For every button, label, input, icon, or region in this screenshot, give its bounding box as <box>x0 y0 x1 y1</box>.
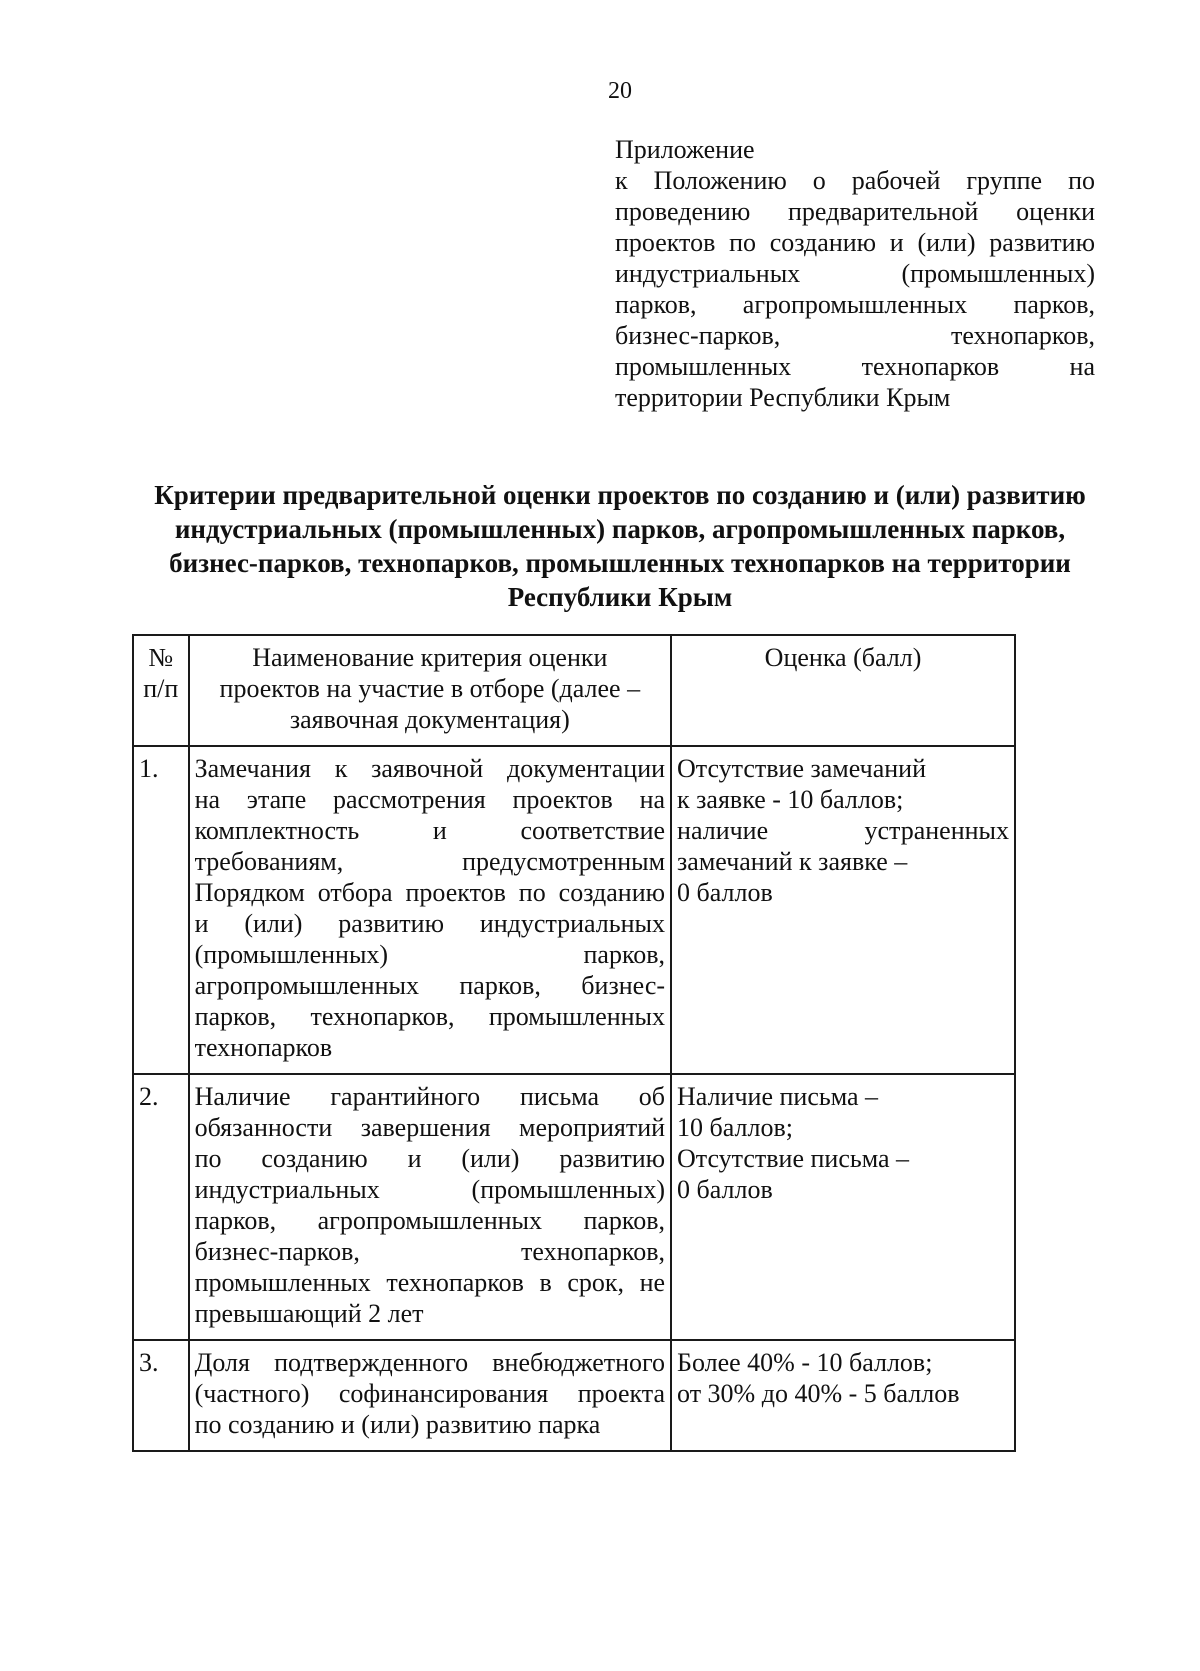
criterion-cell <box>189 746 671 1074</box>
appendix-line: проектов по созданию и (или) развитию <box>615 228 1095 257</box>
criterion-line: Доля подтвержденного внебюджетного <box>194 1348 666 1377</box>
document-title <box>130 478 1110 614</box>
header-number <box>133 635 189 746</box>
header-name-line: проектов на участие в отборе (далее – <box>219 674 641 703</box>
row-number: 3. <box>133 1340 189 1451</box>
criterion-line: Наличие гарантийного письма об <box>194 1082 666 1111</box>
criterion-line: превышающий 2 лет <box>194 1299 424 1328</box>
criterion-line: парков, технопарков, промышленных <box>194 1002 666 1031</box>
criteria-table <box>132 634 1016 1452</box>
appendix-line: к Положению о рабочей группе по <box>615 166 1095 195</box>
row-number: 1. <box>133 746 189 1074</box>
criterion-line: (частного) софинансирования проекта <box>194 1379 666 1408</box>
score-cell <box>671 1340 1015 1451</box>
score-line: Наличие письма – <box>677 1082 879 1111</box>
table-row <box>133 746 1015 1074</box>
title-line: бизнес-парков, технопарков, промышленных технопарков на территории <box>169 548 1071 578</box>
appendix-note <box>615 134 1095 413</box>
title-line: Критерии предварительной оценки проектов по созданию и (или) развитию <box>154 480 1086 510</box>
score-line: Отсутствие замечаний <box>677 754 927 783</box>
score-cell <box>671 1074 1015 1340</box>
table-row <box>133 1340 1015 1451</box>
appendix-line: бизнес-парков, технопарков, <box>615 321 1095 350</box>
criterion-line: обязанности завершения мероприятий <box>194 1113 666 1142</box>
appendix-line: индустриальных (промышленных) <box>615 259 1095 288</box>
criterion-line: технопарков <box>194 1033 333 1062</box>
score-line: замечаний к заявке – <box>677 847 908 876</box>
table-row <box>133 1074 1015 1340</box>
appendix-line: парков, агропромышленных парков, <box>615 290 1095 319</box>
table-header-row <box>133 635 1015 746</box>
score-line: от 30% до 40% - 5 баллов <box>677 1379 960 1408</box>
header-name-line: заявочная документация) <box>289 705 570 734</box>
page-number: 20 <box>608 78 632 104</box>
criterion-line: по созданию и (или) развитию <box>194 1144 666 1173</box>
criterion-line: Замечания к заявочной документации <box>194 754 666 783</box>
header-score: Оценка (балл) <box>671 635 1015 746</box>
score-line: 0 баллов <box>677 878 773 907</box>
appendix-line: Приложение <box>615 135 755 164</box>
criterion-line: бизнес-парков, технопарков, <box>194 1237 666 1266</box>
score-line: наличие устраненных <box>677 816 1009 845</box>
criterion-line: по созданию и (или) развитию парка <box>194 1410 601 1439</box>
criterion-line: промышленных технопарков в срок, не <box>194 1268 666 1297</box>
score-line: к заявке - 10 баллов; <box>677 785 904 814</box>
title-line: индустриальных (промышленных) парков, агропромышленных парков, <box>174 514 1066 544</box>
appendix-line: проведению предварительной оценки <box>615 197 1095 226</box>
score-line: 0 баллов <box>677 1175 773 1204</box>
score-cell <box>671 746 1015 1074</box>
score-line: Более 40% - 10 баллов; <box>677 1348 933 1377</box>
criterion-line: (промышленных) парков, <box>194 940 666 969</box>
appendix-line: промышленных технопарков на <box>615 352 1095 381</box>
appendix-line: территории Республики Крым <box>615 383 951 412</box>
criterion-line: комплектность и соответствие <box>194 816 666 845</box>
criterion-cell <box>189 1074 671 1340</box>
title-line: Республики Крым <box>507 582 733 612</box>
criterion-line: Порядком отбора проектов по созданию <box>194 878 666 907</box>
header-number-line: п/п <box>143 674 179 703</box>
criterion-line: на этапе рассмотрения проектов на <box>194 785 666 814</box>
criterion-cell <box>189 1340 671 1451</box>
criterion-line: индустриальных (промышленных) <box>194 1175 666 1204</box>
criterion-line: парков, агропромышленных парков, <box>194 1206 666 1235</box>
score-line: Отсутствие письма – <box>677 1144 910 1173</box>
criterion-line: агропромышленных парков, бизнес- <box>194 971 666 1000</box>
header-number-line: № <box>148 643 174 672</box>
header-name-line: Наименование критерия оценки <box>252 643 608 672</box>
criterion-line: требованиям, предусмотренным <box>194 847 666 876</box>
score-line: 10 баллов; <box>677 1113 793 1142</box>
header-criterion-name <box>189 635 671 746</box>
row-number: 2. <box>133 1074 189 1340</box>
criterion-line: и (или) развитию индустриальных <box>194 909 666 938</box>
